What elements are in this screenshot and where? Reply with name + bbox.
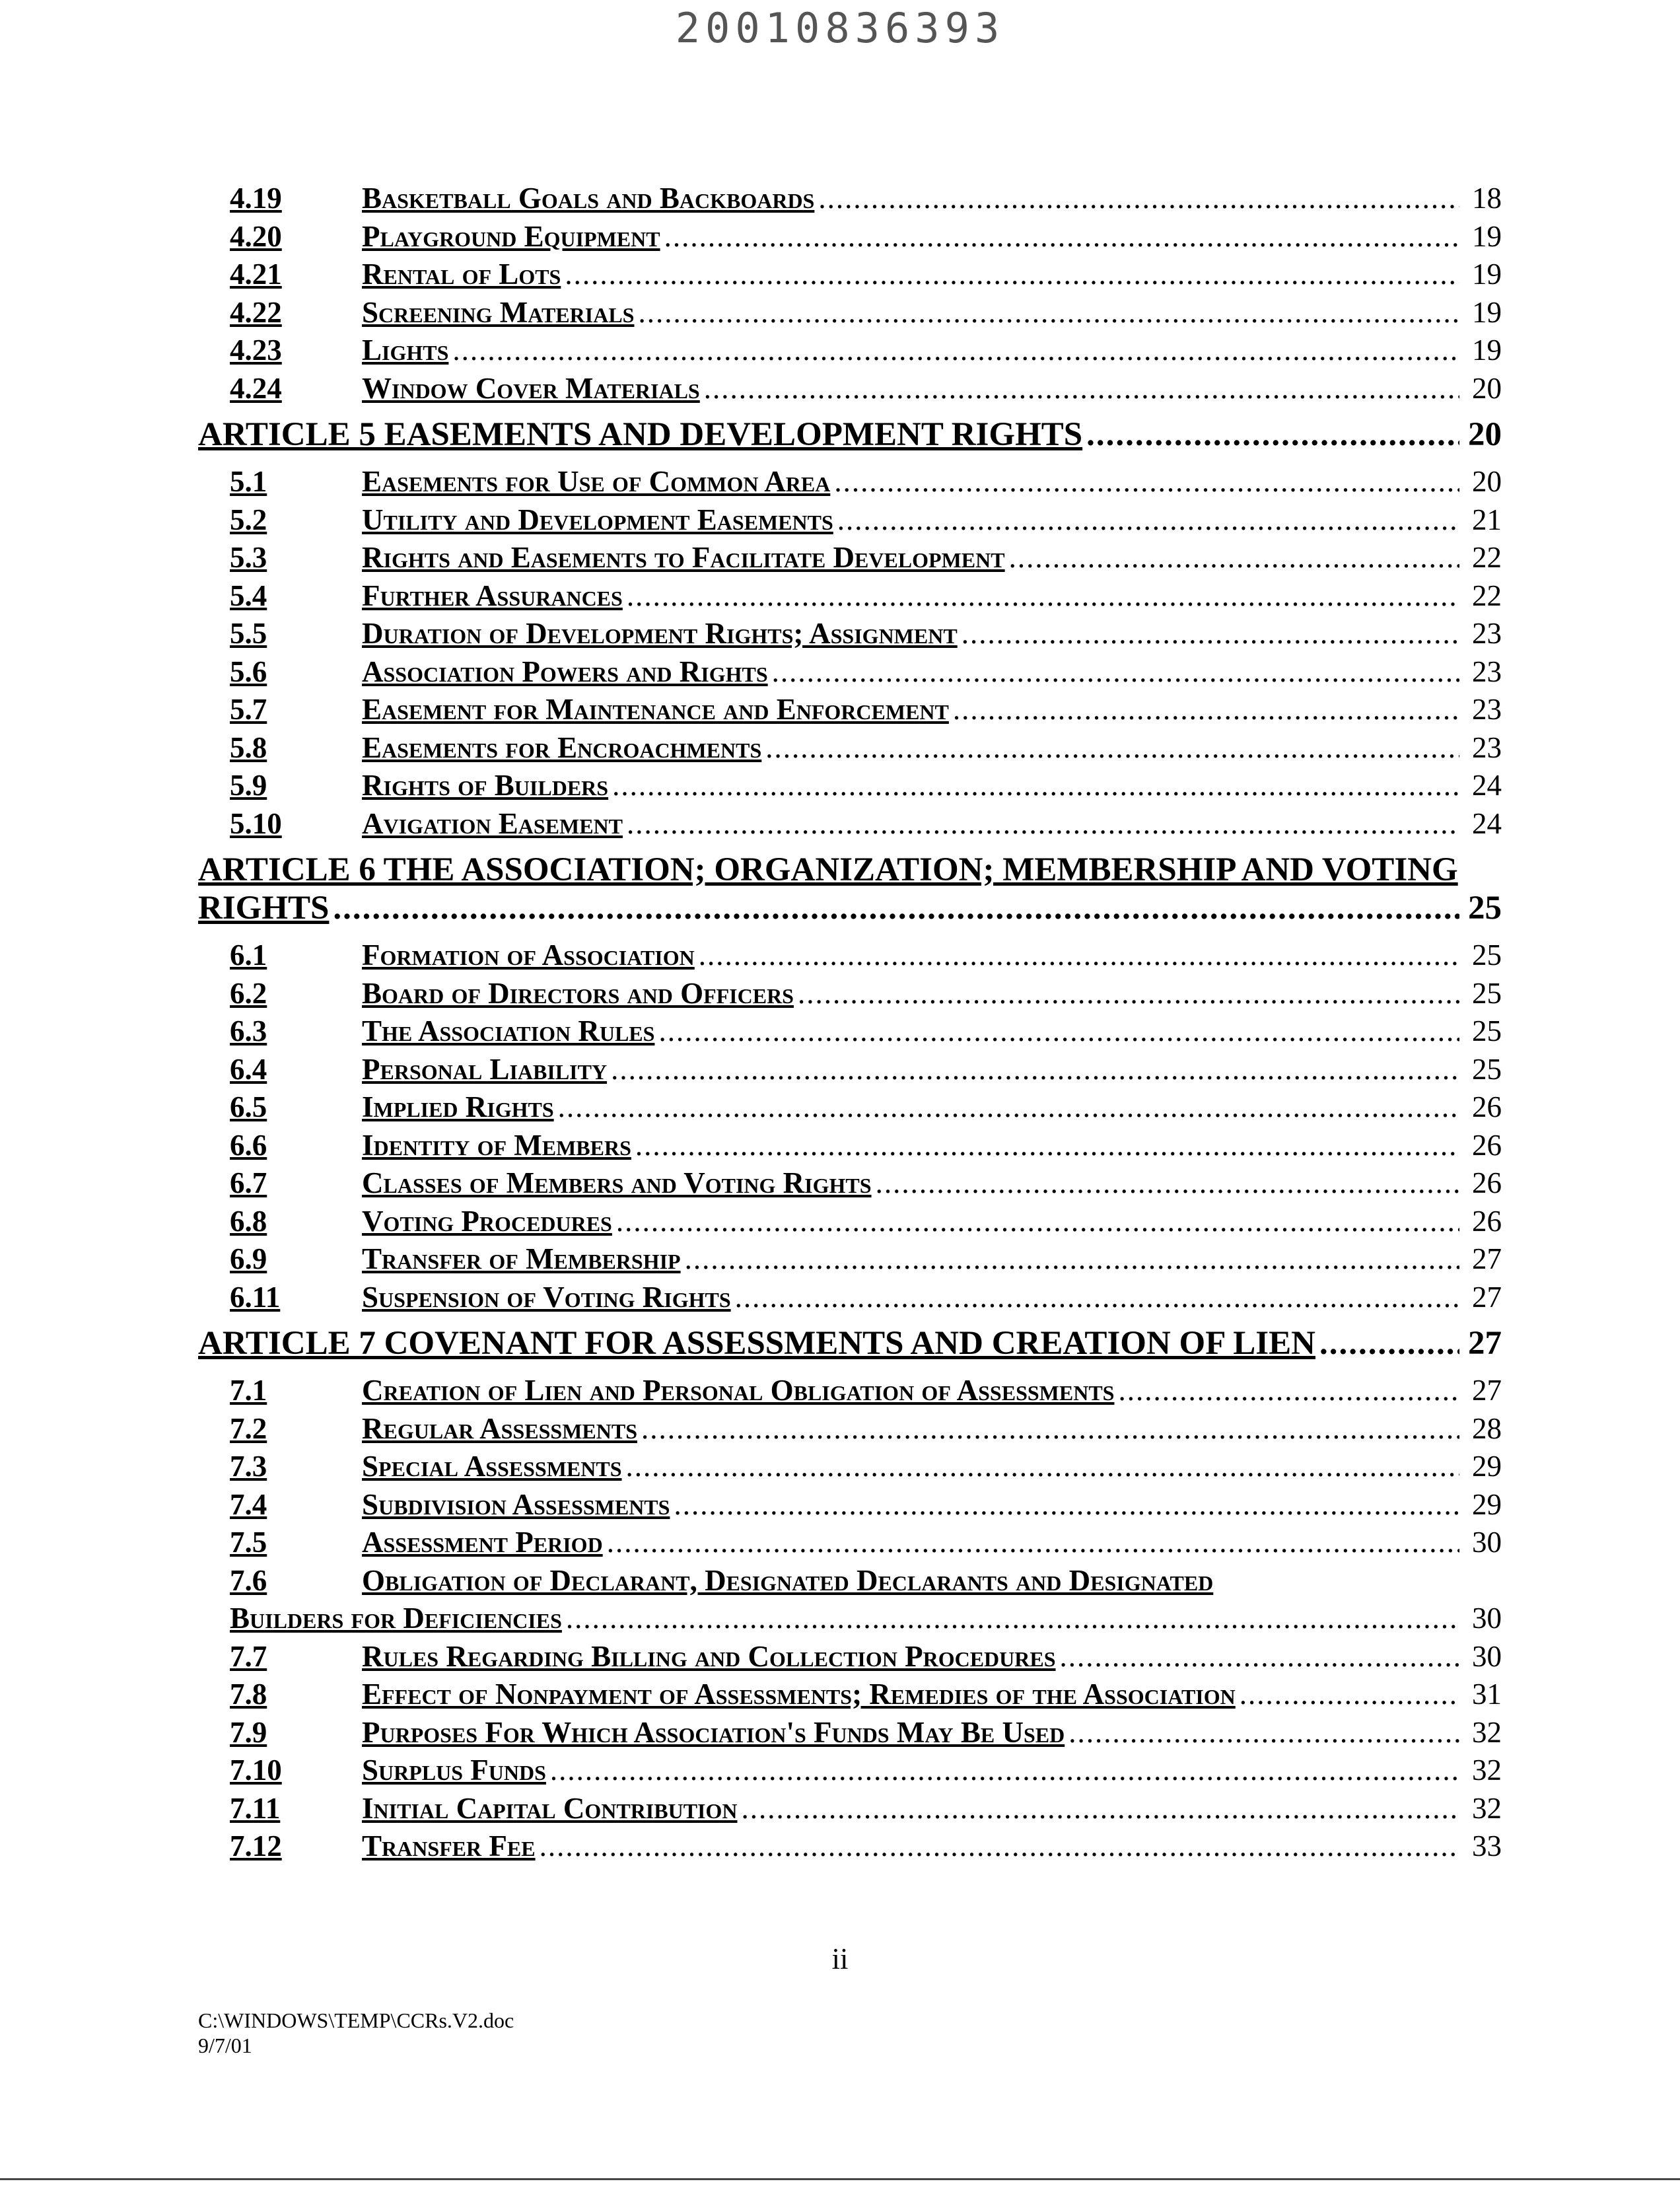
toc-entry[interactable] [198,218,1502,256]
toc-entry[interactable] [198,501,1502,540]
entry-page: 19 [1472,219,1502,253]
entry-page: 30 [1472,1526,1502,1559]
toc-entry[interactable] [198,805,1502,843]
entry-number: 7.6 [230,1563,267,1597]
entry-title: Regular Assessments [362,1411,637,1445]
dot-leader [1319,1324,1459,1363]
dot-leader [452,332,1459,370]
entry-title: Utility and Development Easements [362,503,833,536]
dot-leader [565,256,1459,294]
entry-title: Purposes For Which Association's Funds May Be Used [362,1715,1065,1749]
entry-number: 4.19 [230,182,282,215]
dot-leader [953,691,1459,729]
dot-leader [699,937,1459,975]
entry-page: 19 [1472,334,1502,367]
entry-number: 5.6 [230,655,267,688]
dot-leader [1060,1638,1459,1676]
toc-entry[interactable] [198,1279,1502,1317]
toc-entry[interactable] [198,1638,1502,1676]
entry-page: 23 [1472,730,1502,764]
entry-page: 20 [1472,371,1502,405]
toc-entry[interactable] [198,653,1502,691]
entry-page: 26 [1472,1090,1502,1123]
entry-number: 7.3 [230,1450,267,1483]
entry-number: 5.10 [230,806,282,840]
entry-title: Transfer of Membership [362,1242,681,1275]
toc-entry[interactable] [198,1448,1502,1486]
entry-number: 5.7 [230,693,267,726]
entry-number: 7.4 [230,1487,267,1521]
toc-entry[interactable] [198,1203,1502,1241]
article-page: 20 [1468,416,1502,453]
entry-number: 6.4 [230,1052,267,1086]
entry-title: Basketball Goals and Backboards [362,182,815,215]
entry-page: 25 [1472,976,1502,1010]
dot-leader [772,653,1459,691]
entry-title: Rental of Lots [362,258,561,291]
page-number: ii [831,1942,849,1975]
entry-number: 7.12 [230,1829,282,1862]
entry-page: 19 [1472,295,1502,329]
entry-page: 24 [1472,769,1502,802]
entry-number: 5.3 [230,541,267,574]
dot-leader [635,1127,1459,1165]
dot-leader [765,729,1459,767]
dot-leader [876,1164,1459,1203]
entry-title-line-1: Obligation of Declarant, Designated Declarants and Designated [362,1563,1214,1597]
article-title: ARTICLE 7 COVENANT FOR ASSESSMENTS AND CREATION OF LIEN [198,1325,1315,1362]
article-page: 25 [1468,890,1502,927]
article-page: 27 [1468,1325,1502,1362]
entry-number: 5.2 [230,503,267,536]
toc-entry[interactable] [198,370,1502,408]
dot-leader [641,1410,1459,1448]
toc-article-7[interactable] [198,1324,1502,1363]
dot-leader [612,767,1459,805]
entry-page: 22 [1472,579,1502,612]
entry-page: 31 [1472,1678,1502,1711]
toc-entry[interactable] [198,975,1502,1013]
entry-title: Duration of Development Rights; Assignment [362,617,958,650]
entry-number: 5.8 [230,730,267,764]
entry-number: 6.9 [230,1242,267,1275]
entry-title: Lights [362,334,449,367]
entry-number: 7.10 [230,1754,282,1787]
entry-page: 22 [1472,541,1502,574]
entry-page: 19 [1472,258,1502,291]
toc-entry[interactable] [198,1486,1502,1524]
dot-leader [616,1203,1459,1241]
entry-title: Classes of Members and Voting Rights [362,1166,872,1199]
dot-leader [611,1051,1459,1089]
entry-page: 28 [1472,1411,1502,1445]
entry-number: 6.2 [230,976,267,1010]
toc-entry[interactable] [198,615,1502,653]
entry-number: 5.9 [230,769,267,802]
entry-number: 5.5 [230,617,267,650]
entry-title: Effect of Nonpayment of Assessments; Remedies of the Association [362,1678,1236,1711]
dot-leader [1009,539,1459,577]
entry-title: Playground Equipment [362,219,660,253]
toc-entry[interactable] [198,1524,1502,1562]
entry-number: 6.6 [230,1128,267,1162]
dot-leader [566,1600,1459,1638]
entry-title: Initial Capital Contribution [362,1791,738,1825]
toc-entry[interactable] [198,463,1502,501]
entry-title: Further Assurances [362,579,623,612]
entry-page: 27 [1472,1280,1502,1314]
entry-title: Window Cover Materials [362,371,700,405]
entry-number: 4.22 [230,295,282,329]
toc-entry[interactable] [198,937,1502,975]
toc-group-article-7-part-1 [198,1372,1502,1562]
toc-entry[interactable] [198,1372,1502,1410]
entry-page: 30 [1472,1639,1502,1673]
dot-leader [1240,1676,1459,1714]
toc-article-6[interactable] [198,851,1502,927]
entry-page: 27 [1472,1242,1502,1275]
toc-entry[interactable] [198,1714,1502,1752]
entry-title: Board of Directors and Officers [362,976,794,1010]
entry-page: 23 [1472,693,1502,726]
entry-page: 32 [1472,1715,1502,1749]
entry-number: 7.7 [230,1639,267,1673]
toc-entry[interactable] [198,1051,1502,1089]
toc-entry[interactable] [198,539,1502,577]
toc-entry[interactable] [198,767,1502,805]
toc-group-article-7-part-2 [198,1638,1502,1866]
entry-title: Voting Procedures [362,1204,612,1238]
entry-title: Assessment Period [362,1526,603,1559]
entry-page: 26 [1472,1204,1502,1238]
dot-leader [798,975,1459,1013]
entry-number: 4.20 [230,219,282,253]
toc-entry[interactable] [198,1827,1502,1866]
entry-number: 7.5 [230,1526,267,1559]
entry-title: Easements for Use of Common Area [362,465,831,498]
entry-number: 6.7 [230,1166,267,1199]
entry-number: 6.8 [230,1204,267,1238]
entry-page: 26 [1472,1166,1502,1199]
entry-page: 23 [1472,655,1502,688]
dot-leader [627,577,1459,616]
dot-leader [1086,415,1459,454]
entry-page: 29 [1472,1487,1502,1521]
dot-leader [837,501,1459,540]
entry-page: 26 [1472,1128,1502,1162]
dot-leader [735,1279,1459,1317]
entry-page: 30 [1472,1602,1502,1635]
dot-leader [607,1524,1459,1562]
entry-number: 4.21 [230,258,282,291]
entry-title: Implied Rights [362,1090,554,1123]
dot-leader [674,1486,1459,1524]
dot-leader [962,615,1459,653]
toc-entry[interactable] [198,1088,1502,1127]
toc-entry[interactable] [198,1164,1502,1203]
entry-page: 25 [1472,1052,1502,1086]
entry-number: 7.11 [230,1791,281,1825]
entry-page: 25 [1472,939,1502,972]
dot-leader [704,370,1459,408]
bottom-divider [0,2178,1680,2180]
toc-entry[interactable] [198,577,1502,616]
entry-number: 7.9 [230,1715,267,1749]
entry-title: Transfer Fee [362,1829,536,1862]
entry-number: 5.4 [230,579,267,612]
entry-title: Easement for Maintenance and Enforcement [362,693,949,726]
entry-title: Formation of Association [362,939,695,972]
entry-title: Rights of Builders [362,769,609,802]
toc-entry[interactable] [198,691,1502,729]
entry-number: 7.2 [230,1411,267,1445]
dot-leader [638,294,1459,332]
dot-leader [834,463,1459,501]
dot-leader [742,1790,1459,1828]
toc-entry[interactable] [198,1676,1502,1714]
dot-leader [558,1088,1459,1127]
dot-leader [627,805,1459,843]
entry-title: Association Powers and Rights [362,655,768,688]
dot-leader [664,218,1459,256]
entry-title: Personal Liability [362,1052,608,1086]
toc-group-article-4 [198,180,1502,408]
entry-number: 6.3 [230,1014,267,1047]
footer-file-path: C:\WINDOWS\TEMP\CCRs.V2.doc [198,2008,514,2032]
entry-number: 6.5 [230,1090,267,1123]
dot-leader [658,1012,1459,1051]
toc-entry[interactable] [198,256,1502,294]
entry-page: 23 [1472,617,1502,650]
toc-entry[interactable] [198,729,1502,767]
entry-number: 4.24 [230,371,282,405]
document-id-stamp: 20010836393 [675,4,1005,52]
entry-title: Creation of Lien and Personal Obligation of Assessments [362,1374,1115,1407]
entry-number: 5.1 [230,465,267,498]
entry-page: 18 [1472,182,1502,215]
toc-entry[interactable] [198,1410,1502,1448]
toc-entry-7-6[interactable] [198,1562,1502,1638]
entry-page: 32 [1472,1754,1502,1787]
entry-title: Screening Materials [362,295,635,329]
entry-title: Rules Regarding Billing and Collection Procedures [362,1639,1056,1673]
entry-page: 24 [1472,806,1502,840]
toc-entry[interactable] [198,332,1502,370]
entry-title: Identity of Members [362,1128,631,1162]
dot-leader [540,1827,1459,1866]
entry-page: 25 [1472,1014,1502,1047]
toc-entry[interactable] [198,1240,1502,1279]
table-of-contents [198,180,1502,1866]
toc-entry[interactable] [198,1012,1502,1051]
dot-leader [626,1448,1459,1486]
entry-page: 21 [1472,503,1502,536]
dot-leader [685,1240,1459,1279]
entry-title: Avigation Easement [362,806,623,840]
article-title: ARTICLE 5 EASEMENTS AND DEVELOPMENT RIGHTS [198,416,1083,453]
article-title-line-2: RIGHTS [198,890,330,927]
toc-group-article-6 [198,937,1502,1316]
entry-number: 7.8 [230,1678,267,1711]
entry-title: Subdivision Assessments [362,1487,670,1521]
entry-number: 7.1 [230,1374,267,1407]
article-title-line-1: ARTICLE 6 THE ASSOCIATION; ORGANIZATION; MEMBERSHIP AND VOTING [198,851,1458,888]
entry-title: The Association Rules [362,1014,655,1047]
entry-page: 27 [1472,1374,1502,1407]
toc-entry[interactable] [198,1790,1502,1828]
toc-entry[interactable] [198,1752,1502,1790]
dot-leader [1068,1714,1459,1752]
entry-number: 6.1 [230,939,267,972]
entry-title: Easements for Encroachments [362,730,762,764]
entry-page: 29 [1472,1450,1502,1483]
footer-date: 9/7/01 [198,2034,252,2057]
dot-leader [818,180,1459,218]
entry-title: Surplus Funds [362,1754,546,1787]
toc-group-article-5 [198,463,1502,843]
entry-number: 4.23 [230,334,282,367]
entry-title: Rights and Easements to Facilitate Development [362,541,1005,574]
toc-entry[interactable] [198,1127,1502,1165]
footer [198,2008,514,2058]
dot-leader [333,889,1459,927]
entry-number: 6.11 [230,1280,281,1314]
entry-title-line-2: Builders for Deficiencies [230,1602,562,1635]
entry-title: Special Assessments [362,1450,622,1483]
dot-leader [1118,1372,1459,1410]
entry-page: 20 [1472,465,1502,498]
toc-entry[interactable] [198,294,1502,332]
entry-title: Suspension of Voting Rights [362,1280,731,1314]
toc-article-5[interactable] [198,415,1502,454]
toc-entry[interactable] [198,180,1502,218]
dot-leader [550,1752,1459,1790]
entry-page: 33 [1472,1829,1502,1862]
entry-page: 32 [1472,1791,1502,1825]
